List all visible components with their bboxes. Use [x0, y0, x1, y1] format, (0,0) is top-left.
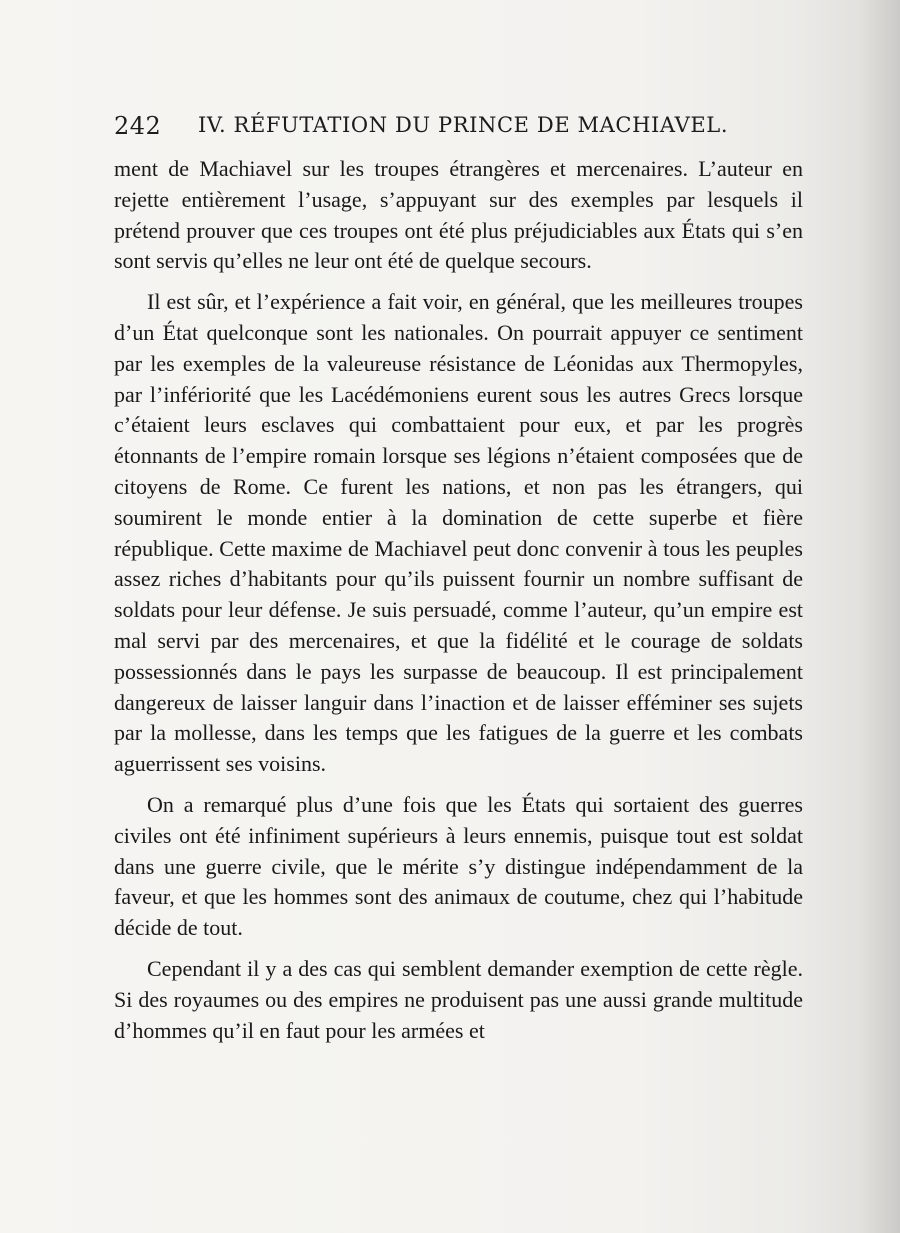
running-title: IV. RÉFUTATION DU PRINCE DE MACHIAVEL.	[198, 113, 729, 137]
page-edge-shadow	[860, 0, 900, 1233]
paragraph: On a remarqué plus d’une fois que les États qui sortaient des guerres civiles ont été infiniment supérieurs à leurs ennemis, puisque tout est soldat dans une guerre civile, que le mérite s’y distingue indépendamment de la faveur, et que les hommes sont des animaux de coutume, chez qui l’habitude décide de tout.	[114, 791, 803, 941]
running-head	[114, 112, 734, 146]
body-text	[114, 154, 803, 1046]
paragraph-continuation: ment de Machiavel sur les troupes étrangères et mercenaires. L’auteur en rejette entièrement l’usage, s’appuyant sur des exemples par lesquels il prétend prouver que ces troupes ont été plus préjudiciables aux États qui s’en sont servis qu’elles ne leur ont été de quelque secours.	[114, 156, 803, 274]
paragraph: Il est sûr, et l’expérience a fait voir, en général, que les meilleures troupes d’un État quelconque sont les nationales. On pourrait appuyer ce sentiment par les exemples de la valeureuse résistance de Léonidas aux Thermopyles, par l’infériorité que les Lacédémoniens eurent sous les autres Grecs lorsque c’étaient leurs esclaves qui combattaient pour eux, et par les progrès étonnants de l’empire romain lorsque ses légions n’étaient composées que de citoyens de Rome. Ce furent les nations, et non pas les étrangers, qui soumirent le monde entier à la domination de cette superbe et fière république. Cette maxime de Machiavel peut donc convenir à tous les peuples assez riches d’habitants pour qu’ils puissent fournir un nombre suffisant de soldats pour leur défense. Je suis persuadé, comme l’auteur, qu’un empire est mal servi par des mercenaires, et que la fidélité et le courage de soldats possessionnés dans le pays les surpasse de beaucoup. Il est principalement dangereux de laisser languir dans l’inaction et de laisser efféminer ses sujets par la mollesse, dans les temps que les fatigues de la guerre et les combats aguerrissent ses voisins.	[114, 289, 803, 777]
page-number: 242	[114, 112, 162, 140]
paragraph: Cependant il y a des cas qui semblent demander exemption de cette règle. Si des royaumes ou des empires ne produisent pas une aussi grande multitude d’hommes qu’il en faut pour les armées et	[114, 955, 803, 1043]
